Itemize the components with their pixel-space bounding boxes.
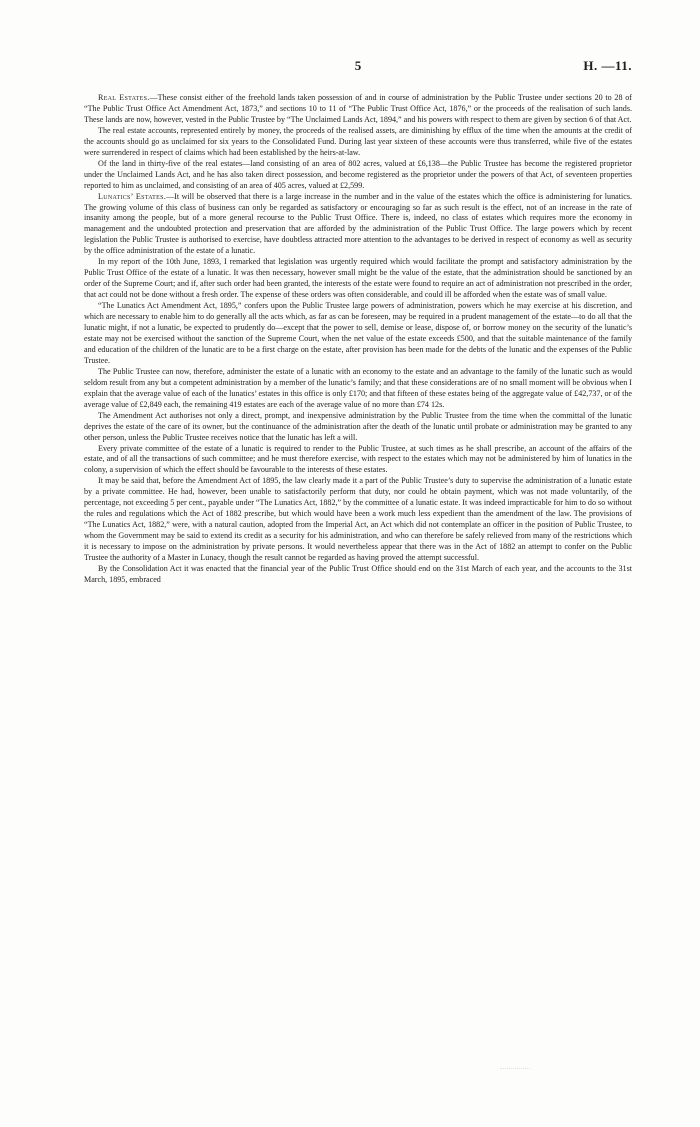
paragraph-text: —It will be observed that there is a large increase in the number and in the value of the estates which the office is administering for lunatics. The growing volume of this class of business can only be regarded as satisfactory or encouraging so far as such result is the effect, not of an increase in the rate of insanity among the people, but of a more general recourse to the Public Trust Office. There is, indeed, no class of estates which requires more the economy in management and the undoubted protection and preservation that are afforded by the administration of the Public Trust Office. The large powers which by recent legislation the Public Trustee is authorised to exercise, have doubtless attracted more attention to the advantages to be derived in respect of economy as well as security by the office administration of the estate of a lunatic. — [84, 191, 632, 256]
paragraph — [84, 257, 632, 301]
paragraph — [84, 126, 632, 159]
paragraph — [84, 159, 632, 192]
paragraph-text: By the Consolidation Act it was enacted that the financial year of the Public Trust Office should end on the 31st March of each year, and the accounts to the 31st March, 1895, embraced — [84, 563, 632, 584]
document-body — [84, 93, 632, 586]
paragraph — [84, 411, 632, 444]
paragraph-text: —These consist either of the freehold lands taken possession of and in course of administration by the Public Trustee under sections 20 to 28 of “The Public Trust Office Act Amendment Act, 1873,” and sections 10 to 11 of “The Public Trust Office Act, 1876,” or the proceeds of the realisation of such lands. These lands are now, however, vested in the Public Trustee by “The Unclaimed Lands Act, 1894,” and his powers with respect to them are given by section 6 of that Act. — [84, 93, 632, 124]
section-heading: Real Estates. — [98, 93, 150, 102]
page-number: 5 — [354, 58, 362, 73]
section-heading: Lunatics’ Estates. — [98, 191, 167, 201]
paragraph — [84, 367, 632, 411]
paragraph-text: Of the land in thirty-five of the real estates—land consisting of an area of 802 acres, valued at £6,138—the Public Trustee has become the registered proprietor under the Unclaimed Lands Act, and he has also taken direct possession, and become registered as the proprietor under the powers of that Act, of seventeen properties reported to him as unclaimed, and consisting of an area of 405 acres, valued at £2,599. — [84, 158, 632, 190]
paragraph-text: The Public Trustee can now, therefore, administer the estate of a lunatic with an economy to the estate and an advantage to the family of the lunatic such as would seldom result from any but a competent administration by a member of the lunatic’s family; and that these considerations are of no small moment will be obvious when I explain that the average value of each of the lunatics’ estates in this office is only £170; and that fifteen of these estates being of the aggregate value of £42,737, or of the average value of £2,849 each, the remaining 419 estates are each of the average value of no more than £74 12s. — [84, 366, 632, 409]
page-header — [84, 58, 632, 78]
paragraph-real-estates — [84, 93, 632, 126]
faint-mark — [500, 1068, 530, 1083]
paragraph — [84, 564, 632, 586]
paragraph-text: The real estate accounts, represented entirely by money, the proceeds of the realised assets, are diminishing by efflux of the time when the amounts at the credit of the accounts should go as unclaimed for six years to the Consolidated Fund. During last year sixteen of these accounts were thus transferred, while five of the estates were surrendered in respect of claims which had been established by the heirs-at-law. — [84, 125, 632, 157]
paragraph-text: The Amendment Act authorises not only a direct, prompt, and inexpensive administration by the Public Trustee from the time when the committal of the lunatic deprives the estate of the care of its owner, but the continuance of the administration after the death of the lunatic until probate or administration may be granted to any other person, unless the Public Trustee receives notice that the lunatic has left a will. — [84, 410, 632, 442]
paragraph-text: In my report of the 10th June, 1893, I remarked that legislation was urgently required which would facilitate the prompt and satisfactory administration by the Public Trust Office of the estate of a lunatic. It was then necessary, however small might be the value of the estate, that the administration should be sanctioned by an order of the Supreme Court; and if, after such order had been granted, the interests of the estate were found to require an act of administration not prescribed in the order, that act could not be done without a fresh order. The expense of these orders was often considerable, and could ill be afforded when the estate was of small value. — [84, 257, 632, 300]
paragraph — [84, 476, 632, 564]
paragraph-lunatics-estates — [84, 192, 632, 258]
paragraph — [84, 444, 632, 477]
document-reference: H. —11. — [583, 58, 632, 73]
paragraph-text: Every private committee of the estate of a lunatic is required to render to the Public Trustee, at such times as he shall prescribe, an account of the affairs of the estate, and of all the transactions of such committee; and he must therefore exercise, with respect to the estates which may not be administered by him of lunatics in the colony, a supervision of which the effect should be favourable to the interests of these estates. — [84, 443, 632, 475]
paragraph-text: “The Lunatics Act Amendment Act, 1895,” confers upon the Public Trustee large powers of administration, powers which he may exercise at his discretion, and which are necessary to enable him to do generally all the acts which, as far as can be foreseen, may be required in a prudent management of the estate—to do all that the lunatic might, if not a lunatic, be expected to prudently do—except that the power to sell, demise or lease, dispose of, or borrow money on the security of the lunatic’s estate may not be exercised without the sanction of the Supreme Court, when the net value of the estate exceeds £500, and that the suitable maintenance of the family and education of the children of the lunatic are to be a first charge on the estate, after provision has been made for the debts of the lunatic and the expenses of the Public Trustee. — [84, 301, 632, 365]
paragraph — [84, 301, 632, 367]
paragraph-text: It may be said that, before the Amendment Act of 1895, the law clearly made it a part of the Public Trustee’s duty to supervise the administration of a lunatic estate by a private committee. He had, however, been unable to satisfactorily perform that duty, nor could he obtain payment, which was not made voluntarily, of the percentage, not exceeding 5 per cent., payable under “The Lunatics Act, 1882,” by the committee of a lunatic estate. It was indeed impracticable for him to do so without the rules and regulations which the Act of 1882 prescribe, but which would have been a work much less expedient than the amendment of the law. The provisions of “The Lunatics Act, 1882,” were, with a natural caution, adopted from the Imperial Act, an Act which did not contemplate an officer in the position of Public Trustee, to whom the Government may be said to extend its credit as a security for his administration, and who can therefore be safely relieved from many of the restrictions which it is necessary to impose on the administration by private persons. It would nevertheless appear that there was in the Act of 1882 an attempt to confer on the Public Trustee the authority of a Master in Lunacy, though the result cannot be regarded as having proved the attempt successful. — [84, 476, 632, 563]
